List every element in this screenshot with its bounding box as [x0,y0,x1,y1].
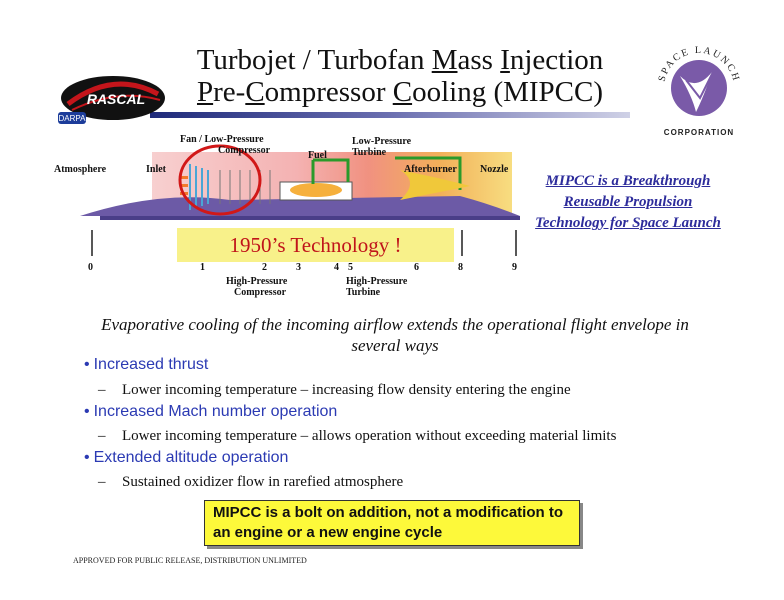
t2-segment: C [392,76,413,108]
label-atmosphere: Atmosphere [54,164,107,175]
title-line-1 [150,44,650,76]
label-hpt-line1: High-Pressure [346,276,408,287]
label-fuel: Fuel [308,150,327,161]
title-line-2 [150,76,650,108]
darpa-logo-text: DARPA [58,114,86,123]
technology-year-banner: 1950’s Technology ! [177,228,454,262]
rascal-logo [58,74,168,126]
station-number: 1 [200,262,205,273]
t1-segment: I [500,44,510,76]
corporation-label: CORPORATION [663,128,735,137]
label-inlet: Inlet [146,164,166,175]
sub-bullet-1: – Lower incoming temperature – increasing flow density entering the engine [98,382,571,398]
station-number: 2 [262,262,267,273]
bullet-increased-thrust: • Increased thrust [84,356,209,373]
label-hpt-line2: Turbine [346,287,381,298]
bullet-head-2: Increased Mach number operation [93,403,338,420]
label-fan-line2: Compressor [218,145,271,156]
station-number: 5 [348,262,353,273]
station-number: 4 [334,262,339,273]
rascal-logo-text: RASCAL [86,91,146,107]
label-hpc-line2: Compressor [234,287,287,298]
label-lpt-line2: Turbine [352,147,387,158]
space-launch-logo [650,40,748,140]
t1-segment: Turbojet / Turbofan [196,44,432,76]
label-high-pressure-compressor [226,276,287,298]
station-number: 0 [88,262,93,273]
label-low-pressure-turbine [352,136,411,158]
sub-bullet-text-1: Lower incoming temperature – increasing flow density entering the engine [122,382,571,398]
station-number: 6 [414,262,419,273]
t2-segment: P [196,76,214,108]
bullet-head-3: Extended altitude operation [93,449,289,466]
sub-bullet-2: – Lower incoming temperature – allows operation without exceeding material limits [98,428,617,444]
bullet-increased-mach: • Increased Mach number operation [84,403,338,420]
evaporative-cooling-statement: Evaporative cooling of the incoming airflow extends the operational flight envelope in several ways [101,315,689,355]
space-launch-logo-text: SPACE LAUNCH [656,44,742,84]
label-fan-compressor [180,134,270,156]
t2-segment: re- [213,76,246,108]
label-nozzle: Nozzle [480,164,509,175]
release-statement: APPROVED FOR PUBLIC RELEASE, DISTRIBUTION UNLIMITED [73,556,307,565]
sub-bullet-text-2: Lower incoming temperature – allows operation without exceeding material limits [122,428,617,444]
label-hpc-line1: High-Pressure [226,276,288,287]
label-afterburner: Afterburner [404,164,457,175]
t1-segment: ass [457,44,501,76]
t1-segment: njection [509,44,604,76]
label-high-pressure-turbine [346,276,407,298]
t2-segment: ooling (MIPCC) [412,76,604,108]
title-underline-bar [150,112,630,118]
t2-segment: C [245,76,265,108]
station-number: 3 [296,262,301,273]
page-title [150,44,650,108]
sub-bullet-3: – Sustained oxidizer flow in rarefied atmosphere [98,474,404,490]
station-number: 9 [512,262,517,273]
engine-diagram [40,130,530,310]
t2-segment: ompressor [264,76,393,108]
bolt-on-callout: MIPCC is a bolt on addition, not a modification to an engine or a new engine cycle [204,500,580,546]
mipcc-breakthrough-link[interactable]: MIPCC is a Breakthrough Reusable Propulsion Technology for Space Launch [535,173,721,231]
label-lpt-line1: Low-Pressure [352,136,412,147]
label-fan-line1: Fan / Low-Pressure [180,134,264,145]
sub-bullet-text-3: Sustained oxidizer flow in rarefied atmosphere [122,474,404,490]
bullet-extended-altitude: • Extended altitude operation [84,449,289,466]
station-number: 8 [458,262,463,273]
bullet-head-1: Increased thrust [93,356,209,373]
t1-segment: M [431,44,458,76]
